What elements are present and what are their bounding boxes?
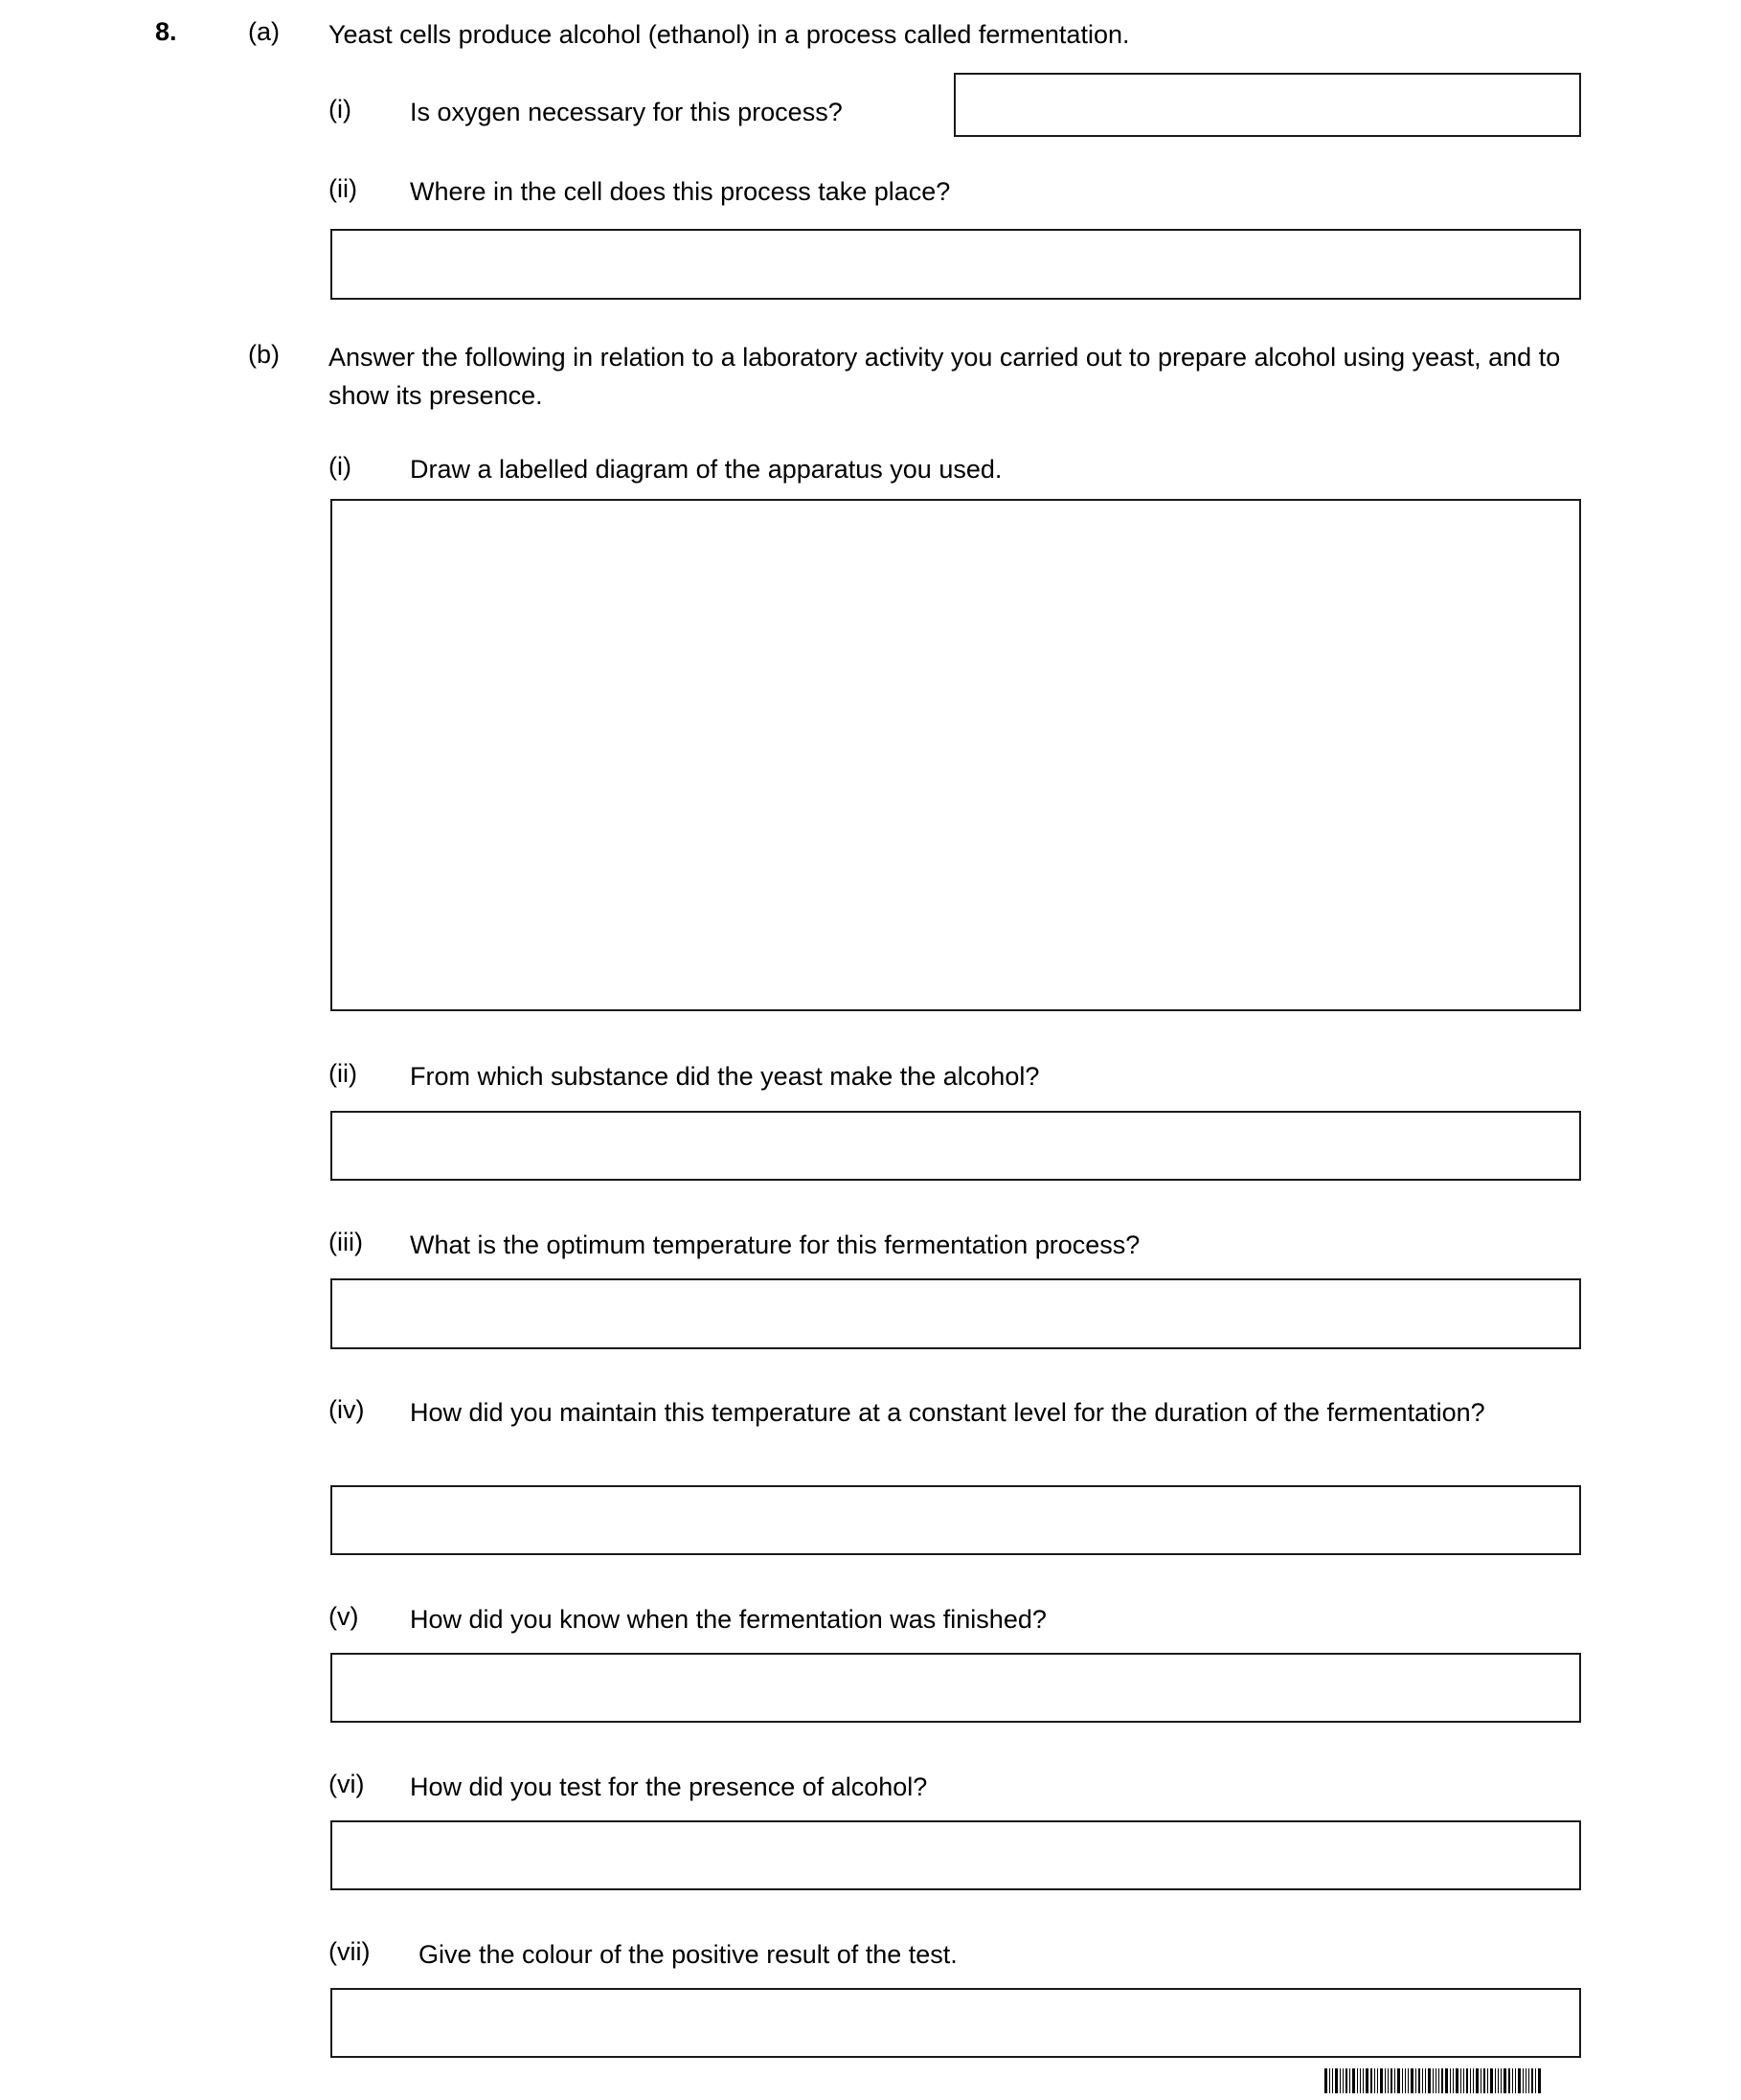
subpart-b-v-text: How did you know when the fermentation was finished? xyxy=(410,1605,1047,1634)
answer-b-ii[interactable] xyxy=(330,1111,1581,1181)
subpart-b-vii-text: Give the colour of the positive result of the test. xyxy=(418,1940,958,1969)
answer-b-i-diagram[interactable] xyxy=(330,499,1581,1011)
answer-b-v[interactable] xyxy=(330,1653,1581,1723)
part-label-b: (b) xyxy=(248,340,280,369)
subpart-b-i-text: Draw a labelled diagram of the apparatus you used. xyxy=(410,455,1003,484)
page-barcode xyxy=(1324,2068,1579,2093)
answer-b-vii[interactable] xyxy=(330,1988,1581,2058)
part-b-stem: Answer the following in relation to a laboratory activity you carried out to prepare alcohol using yeast, and to show its presence. xyxy=(328,343,1561,410)
part-a-stem: Yeast cells produce alcohol (ethanol) in a process called fermentation. xyxy=(328,20,1130,49)
subpart-label-b-iii: (iii) xyxy=(328,1228,363,1256)
subpart-label-a-ii: (ii) xyxy=(328,174,357,203)
part-label-a: (a) xyxy=(248,17,280,46)
subpart-label-b-vii: (vii) xyxy=(328,1937,371,1966)
subpart-label-b-vi: (vi) xyxy=(328,1770,365,1798)
subpart-b-ii-text: From which substance did the yeast make the alcohol? xyxy=(410,1062,1040,1091)
answer-a-i[interactable] xyxy=(954,73,1581,137)
answer-b-iii[interactable] xyxy=(330,1278,1581,1349)
subpart-a-ii-text: Where in the cell does this process take place? xyxy=(410,177,951,206)
subpart-a-i-text: Is oxygen necessary for this process? xyxy=(410,98,843,126)
answer-b-iv[interactable] xyxy=(330,1485,1581,1555)
answer-a-ii[interactable] xyxy=(330,229,1581,300)
subpart-b-iv-text: How did you maintain this temperature at a constant level for the duration of the fermentation? xyxy=(410,1398,1485,1427)
subpart-b-iii-text: What is the optimum temperature for this fermentation process? xyxy=(410,1231,1141,1259)
question-number: 8. xyxy=(155,17,177,46)
subpart-label-b-iv: (iv) xyxy=(328,1395,365,1424)
subpart-b-vi-text: How did you test for the presence of alcohol? xyxy=(410,1773,928,1801)
answer-b-vi[interactable] xyxy=(330,1820,1581,1890)
subpart-label-a-i: (i) xyxy=(328,95,351,124)
subpart-label-b-i: (i) xyxy=(328,452,351,481)
subpart-label-b-ii: (ii) xyxy=(328,1059,357,1088)
subpart-label-b-v: (v) xyxy=(328,1602,359,1631)
